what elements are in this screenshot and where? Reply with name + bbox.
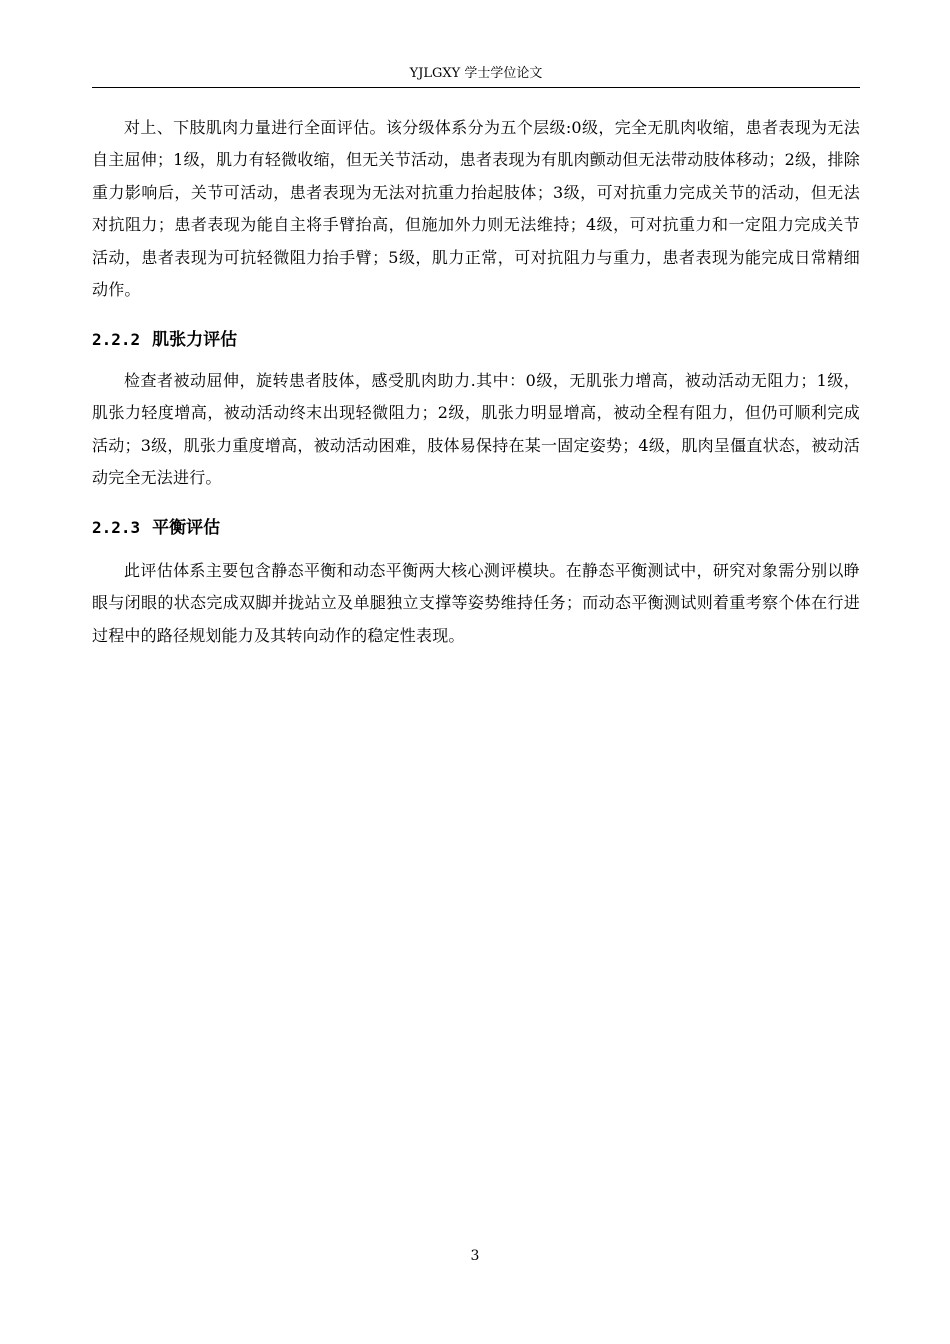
header-divider: [92, 87, 860, 88]
section-title: 肌张力评估: [152, 330, 238, 350]
section-number: 2.2.3: [92, 518, 141, 537]
section-heading-2-2-2: [92, 327, 860, 353]
section-title: 平衡评估: [152, 518, 221, 538]
running-header: YJLGXY 学士学位论文: [409, 66, 543, 81]
page-number: 3: [470, 1248, 480, 1264]
body-paragraph-balance: 此评估体系主要包含静态平衡和动态平衡两大核心测评模块。在静态平衡测试中，研究对象需分别以睁眼与闭眼的状态完成双脚并拢站立及单腿独立支撑等姿势维持任务；而动态平衡测试则着重考察个体在行进过程中的路径规划能力及其转向动作的稳定性表现。: [92, 561, 860, 645]
body-paragraph-muscle-strength: 对上、下肢肌肉力量进行全面评估。该分级体系分为五个层级:0级，完全无肌肉收缩，患者表现为无法自主屈伸；1级，肌力有轻微收缩，但无关节活动，患者表现为有肌肉颤动但无法带动肢体移动；2级，排除重力影响后，关节可活动，患者表现为无法对抗重力抬起肢体；3级，可对抗重力完成关节的活动，但无法对抗阻力；患者表现为能自主将手臂抬高，但施加外力则无法维持；4级，可对抗重力和一定阻力完成关节活动，患者表现为可抗轻微阻力抬手臂；5级，肌力正常，可对抗阻力与重力，患者表现为能完成日常精细动作。: [92, 118, 860, 300]
section-heading-2-2-3: [92, 515, 860, 541]
section-number: 2.2.2: [92, 330, 141, 349]
body-paragraph-muscle-tone: 检查者被动屈伸，旋转患者肢体，感受肌肉助力.其中：0级，无肌张力增高，被动活动无阻力；1级，肌张力轻度增高，被动活动终末出现轻微阻力；2级，肌张力明显增高，被动全程有阻力，但仍可顺利完成活动；3级，肌张力重度增高，被动活动困难，肢体易保持在某一固定姿势；4级，肌肉呈僵直状态，被动活动完全无法进行。: [92, 371, 860, 488]
